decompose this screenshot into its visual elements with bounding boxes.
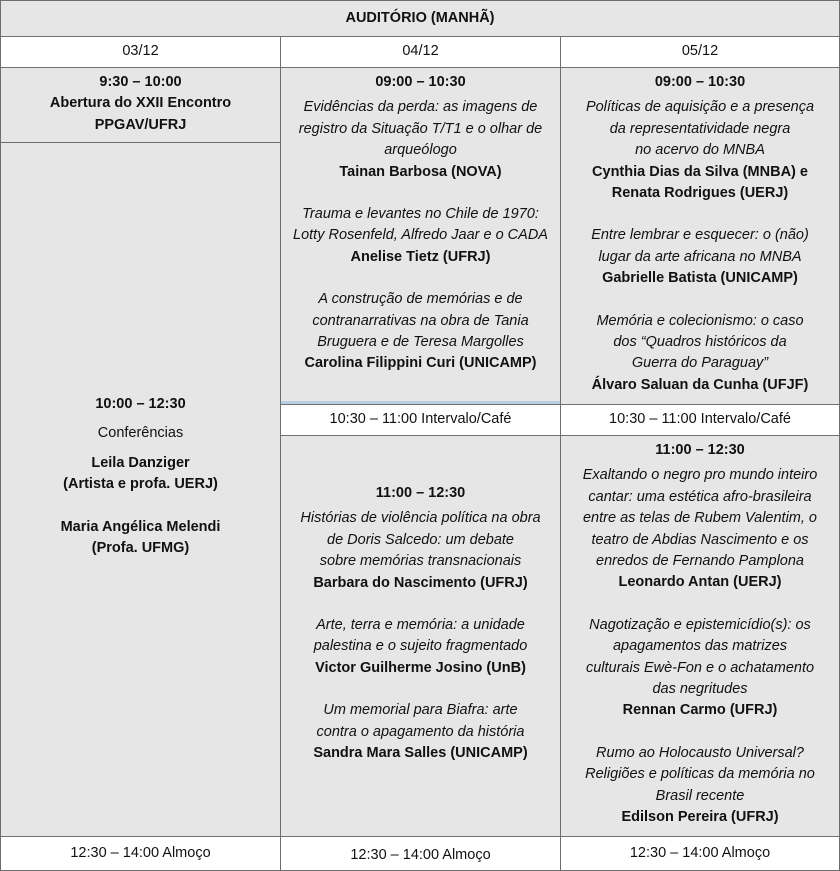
talk-speaker: Barbara do Nascimento (UFRJ) [313, 574, 528, 591]
opening-line1: Abertura do XXII Encontro [49, 95, 232, 112]
talk-speaker: Cynthia Dias da Silva (MNBA) e [592, 163, 808, 180]
talk-title: arqueólogo [384, 142, 457, 159]
talk-title: Trauma e levantes no Chile de 1970: [302, 206, 539, 223]
day1-opening [0, 67, 281, 143]
day1-lunch: 12:30 – 14:00 Almoço [0, 836, 281, 871]
talk-title: Evidências da perda: as imagens de [303, 99, 538, 116]
talk-speaker: Gabrielle Batista (UNICAMP) [602, 270, 798, 287]
table-title: AUDITÓRIO (MANHÃ) [0, 0, 840, 37]
talk-title: das negritudes [652, 681, 748, 698]
talk-title: cantar: uma estética afro-brasileira [588, 488, 812, 505]
speaker-role: (Artista e profa. UERJ) [63, 476, 218, 493]
talk-title: no acervo do MNBA [635, 142, 765, 159]
talk-title: dos “Quadros históricos da [613, 334, 787, 351]
talk-title: Religiões e políticas da memória no [585, 766, 815, 783]
day2-session1 [280, 67, 561, 405]
day2-session2 [280, 435, 561, 837]
day2-break: 10:30 – 11:00 Intervalo/Café [280, 404, 561, 436]
talk-title: teatro de Abdias Nascimento e os [591, 531, 809, 548]
opening-line2: PPGAV/UFRJ [94, 116, 187, 133]
talk-title: Brasil recente [655, 787, 745, 804]
day3-break: 10:30 – 11:00 Intervalo/Café [560, 404, 840, 436]
talk-speaker: Álvaro Saluan da Cunha (UFJF) [591, 376, 809, 393]
talk-speaker: Leonardo Antan (UERJ) [618, 574, 782, 591]
day3-lunch: 12:30 – 14:00 Almoço [560, 836, 840, 871]
speaker-name: Leila Danziger [91, 454, 190, 471]
talk-title: entre as telas de Rubem Valentim, o [582, 510, 817, 527]
talk-title: Entre lembrar e esquecer: o (não) [591, 227, 809, 244]
day2-lunch: 12:30 – 14:00 Almoço [280, 836, 561, 871]
talk-title: Um memorial para Biafra: arte [323, 702, 518, 719]
talk-title: Guerra do Paraguay” [631, 355, 769, 372]
talk-title: Histórias de violência política na obra [300, 510, 541, 527]
day3-session1 [560, 67, 840, 405]
talk-title: lugar da arte africana no MNBA [598, 248, 802, 265]
talk-title: contranarrativas na obra de Tania [312, 312, 529, 329]
day-header-1: 03/12 [0, 36, 281, 68]
day-header-3: 05/12 [560, 36, 840, 68]
talk-title: Políticas de aquisição e a presença [585, 99, 815, 116]
talk-speaker: Renata Rodrigues (UERJ) [611, 185, 789, 202]
speaker-role: (Profa. UFMG) [91, 540, 190, 557]
talk-title: Exaltando o negro pro mundo inteiro [582, 467, 818, 484]
talk-title: culturais Ewè-Fon e o achatamento [585, 659, 815, 676]
talk-speaker: Sandra Mara Salles (UNICAMP) [313, 745, 528, 762]
talk-title: apagamentos das matrizes [612, 638, 788, 655]
talk-title: enredos de Fernando Pamplona [596, 553, 804, 570]
talk-title: Nagotização e epistemicídio(s): os [589, 616, 811, 633]
talk-speaker: Carolina Filippini Curi (UNICAMP) [304, 355, 537, 372]
conference-label: Conferências [97, 425, 184, 442]
day3-session2 [560, 435, 840, 837]
talk-speaker: Edilson Pereira (UFRJ) [621, 809, 779, 826]
talk-title: de Doris Salcedo: um debate [327, 531, 514, 548]
session-time: 11:00 – 12:30 [655, 442, 745, 458]
talk-title: Arte, terra e memória: a unidade [316, 617, 525, 634]
talk-title: Bruguera e de Teresa Margolles [317, 334, 524, 351]
talk-title: palestina e o sujeito fragmentado [313, 638, 528, 655]
session-time: 09:00 – 10:30 [375, 74, 466, 90]
day1-conferences [0, 142, 281, 837]
talk-title: da representatividade negra [609, 120, 791, 137]
talk-title: Rumo ao Holocausto Universal? [596, 744, 804, 761]
talk-title: A construção de memórias e de [318, 291, 523, 308]
talk-speaker: Rennan Carmo (UFRJ) [622, 702, 778, 719]
talk-title: contra o apagamento da história [316, 723, 525, 740]
conference-time: 10:00 – 12:30 [95, 396, 186, 412]
session-time: 09:00 – 10:30 [654, 74, 746, 90]
talk-speaker: Tainan Barbosa (NOVA) [339, 163, 502, 180]
session-time: 11:00 – 12:30 [375, 485, 466, 501]
talk-title: Lotty Rosenfeld, Alfredo Jaar e o CADA [293, 227, 548, 244]
speaker-name: Maria Angélica Melendi [60, 518, 221, 535]
talk-title: Memória e colecionismo: o caso [596, 312, 804, 329]
talk-speaker: Anelise Tietz (UFRJ) [350, 248, 491, 265]
opening-time: 9:30 – 10:00 [99, 74, 182, 90]
talk-title: registro da Situação T/T1 e o olhar de [298, 120, 543, 137]
day-header-2: 04/12 [280, 36, 561, 68]
talk-title: sobre memórias transnacionais [319, 553, 522, 570]
talk-speaker: Victor Guilherme Josino (UnB) [315, 659, 526, 676]
